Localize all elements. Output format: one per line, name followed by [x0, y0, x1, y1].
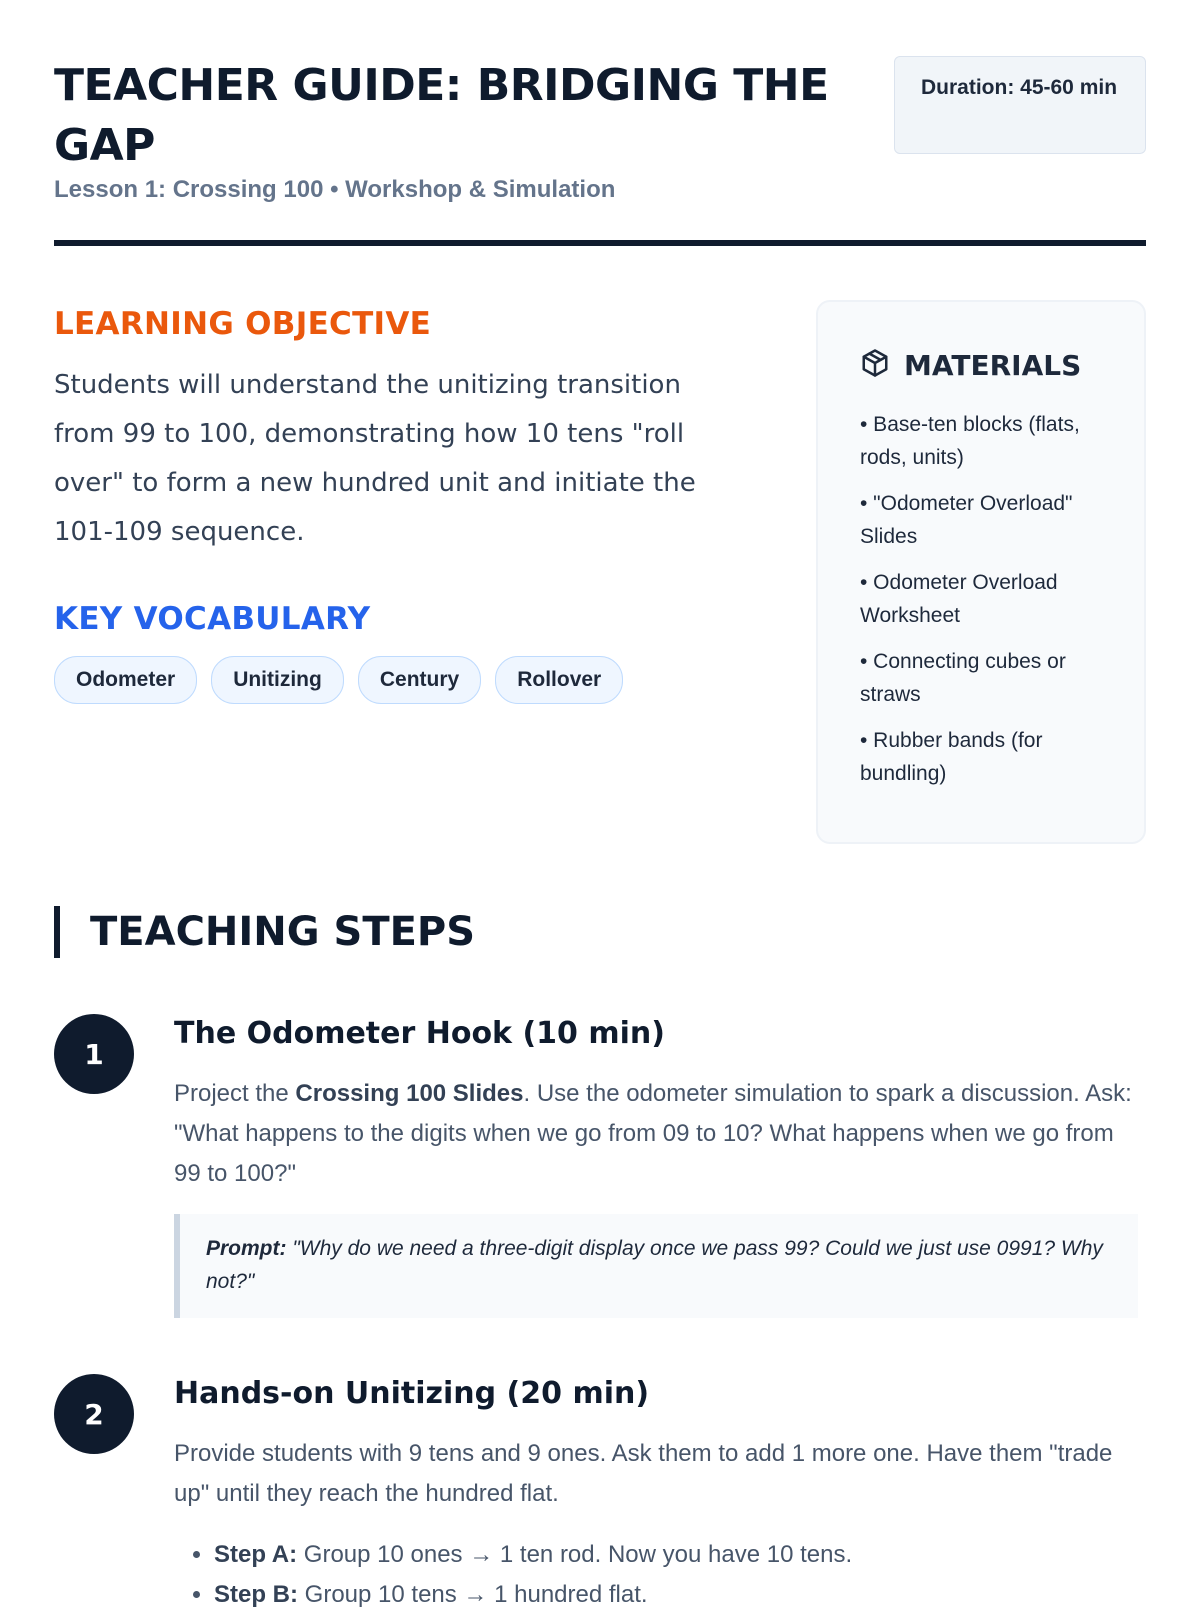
bullet-text: Group 10 tens → 1 hundred flat.: [298, 1581, 648, 1608]
bullet-text: Group 10 ones → 1 ten rod. Now you have 10 tens.: [297, 1541, 853, 1568]
materials-item: • Rubber bands (for bundling): [860, 729, 1043, 785]
prompt-text: "Why do we need a three-digit display once we pass 99? Could we just use 0991? Why not?": [206, 1237, 1103, 1293]
step-description: Provide students with 9 tens and 9 ones. Ask them to add 1 more one. Have them "trade up" until they reach the hundred flat.: [174, 1440, 1113, 1507]
teaching-steps-heading: TEACHING STEPS: [54, 906, 475, 958]
materials-list: [860, 408, 1110, 803]
step-text-part: . Use the odometer simulation to spark a discussion. Ask: "What happens to the digits when we go from 09 to 10? What happens when we go from 99 to 100?": [174, 1080, 1132, 1187]
materials-item: • Base-ten blocks (flats, rods, units): [860, 413, 1080, 469]
materials-heading: MATERIALS: [904, 348, 1082, 382]
duration-badge: Duration: 45-60 min: [894, 56, 1146, 154]
page-header: [54, 56, 1146, 206]
step-bullet: [214, 1575, 1174, 1615]
step-title: The Odometer Hook (10 min): [174, 1016, 665, 1051]
vocab-chip-unitizing: Unitizing: [211, 656, 344, 704]
step-number-badge: 1: [54, 1014, 134, 1094]
prompt-callout: [174, 1214, 1138, 1318]
step-number-badge: 2: [54, 1374, 134, 1454]
materials-item: • "Odometer Overload" Slides: [860, 492, 1073, 548]
key-vocabulary-heading: KEY VOCABULARY: [54, 601, 371, 637]
materials-card: [816, 300, 1146, 844]
materials-item: • Odometer Overload Worksheet: [860, 571, 1058, 627]
vocab-chip-rollover: Rollover: [495, 656, 623, 704]
step-bullet-list: [174, 1535, 1174, 1615]
header-divider: [54, 240, 1146, 246]
materials-header: [860, 348, 1081, 382]
prompt-label: Prompt:: [206, 1237, 287, 1260]
lesson-subtitle: Lesson 1: Crossing 100 • Workshop & Simulation: [54, 176, 616, 203]
bullet-label: Step A:: [214, 1541, 298, 1568]
learning-objective-text: Students will understand the unitizing transition from 99 to 100, demonstrating how 10 tens "roll over" to form a new hundred unit and initiate the 101-109 sequence.: [54, 370, 696, 547]
vocab-chip-odometer: Odometer: [54, 656, 197, 704]
learning-objective-heading: LEARNING OBJECTIVE: [54, 306, 432, 342]
step-text-part: Project the: [174, 1080, 296, 1107]
materials-item: • Connecting cubes or straws: [860, 650, 1066, 706]
page-title: TEACHER GUIDE: BRIDGING THE GAP: [54, 60, 829, 171]
step-title: Hands-on Unitizing (20 min): [174, 1376, 650, 1411]
vocab-chip-century: Century: [358, 656, 481, 704]
vocabulary-chips: [54, 656, 623, 704]
bullet-label: Step B:: [214, 1581, 298, 1608]
step-bullet: [214, 1535, 1174, 1575]
step-description: [174, 1074, 1134, 1194]
slides-emphasis: Crossing 100 Slides: [295, 1080, 524, 1107]
box-icon: [860, 348, 890, 382]
